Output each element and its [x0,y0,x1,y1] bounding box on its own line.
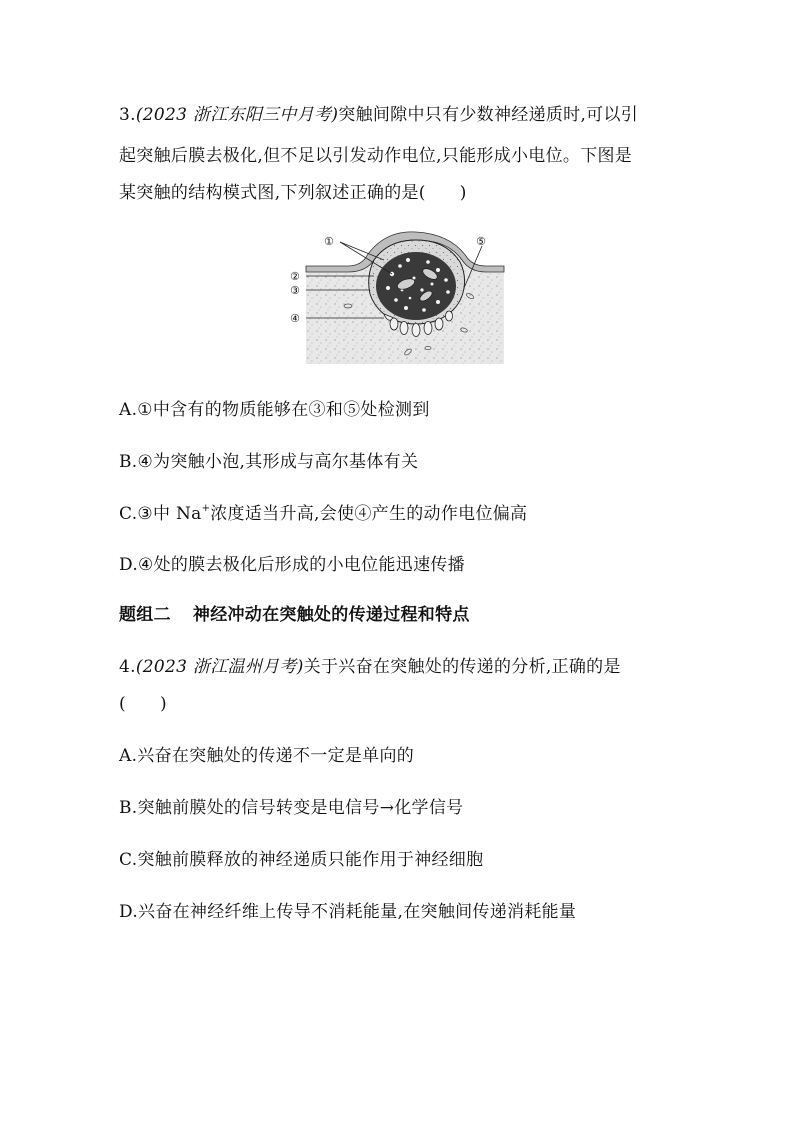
q3-option-c-text-2: 浓度适当升高,会使④产生的动作电位偏高 [210,504,528,524]
q3-option-a[interactable] [119,399,430,421]
q3-line-1 [119,104,638,126]
q3-option-b-text: B.④为突触小泡,其形成与高尔基体有关 [119,452,419,472]
q4-option-a-text: A.兴奋在突触处的传递不一定是单向的 [119,746,415,766]
q4-option-d-text: D.兴奋在神经纤维上传导不消耗能量,在突触间传递消耗能量 [119,902,577,922]
figure-label-3: ③ [290,284,300,297]
q4-option-b[interactable] [119,797,463,819]
q4-stem: 关于兴奋在突触处的传递的分析,正确的是 [303,657,621,677]
q3-line-3 [119,182,467,204]
q4-option-b-text: B.突触前膜处的信号转变是电信号→化学信号 [119,798,464,818]
q4-number: 4. [119,657,136,677]
group-title: 题组二 [119,605,171,625]
synapse-structure-figure [288,230,508,368]
q4-option-c-text: C.突触前膜释放的神经递质只能作用于神经细胞 [119,850,484,870]
q3-option-c-text-1: C.③中 Na [119,504,202,524]
q4-option-d[interactable] [119,901,576,923]
q3-line-2 [119,145,632,167]
q4-option-a[interactable] [119,745,414,767]
q4-answer-paren [119,693,167,715]
q3-stem-part-1: 突触间隙中只有少数神经递质时,可以引 [338,105,639,125]
figure-label-4: ④ [290,312,300,325]
figure-label-2: ② [290,270,300,283]
q3-option-d[interactable] [119,554,465,576]
q3-number: 3. [119,105,136,125]
q3-source: (2023 浙江东阳三中月考) [135,105,339,125]
group-heading [119,604,470,626]
q3-answer-paren-close: ) [459,183,467,203]
figure-label-5: ⑤ [476,235,486,248]
group-subtitle: 神经冲动在突触处的传递过程和特点 [192,605,470,625]
q4-line-1 [119,656,621,678]
q3-option-d-text: D.④处的膜去极化后形成的小电位能迅速传播 [119,555,465,575]
q4-option-c[interactable] [119,849,483,871]
q3-option-c-superscript: + [201,503,211,515]
q3-option-a-text: A.①中含有的物质能够在③和⑤处检测到 [119,400,430,420]
q3-option-c[interactable] [119,503,527,525]
q4-paren-close: ) [159,694,167,714]
q3-option-b[interactable] [119,451,418,473]
q4-paren-open: ( [119,694,126,714]
q3-stem-part-3: 某突触的结构模式图,下列叙述正确的是( [119,183,426,203]
figure-label-1: ① [324,235,334,248]
q3-stem-part-2: 起突触后膜去极化,但不足以引发动作电位,只能形成小电位。下图是 [119,146,633,166]
q4-source: (2023 浙江温州月考) [135,657,304,677]
